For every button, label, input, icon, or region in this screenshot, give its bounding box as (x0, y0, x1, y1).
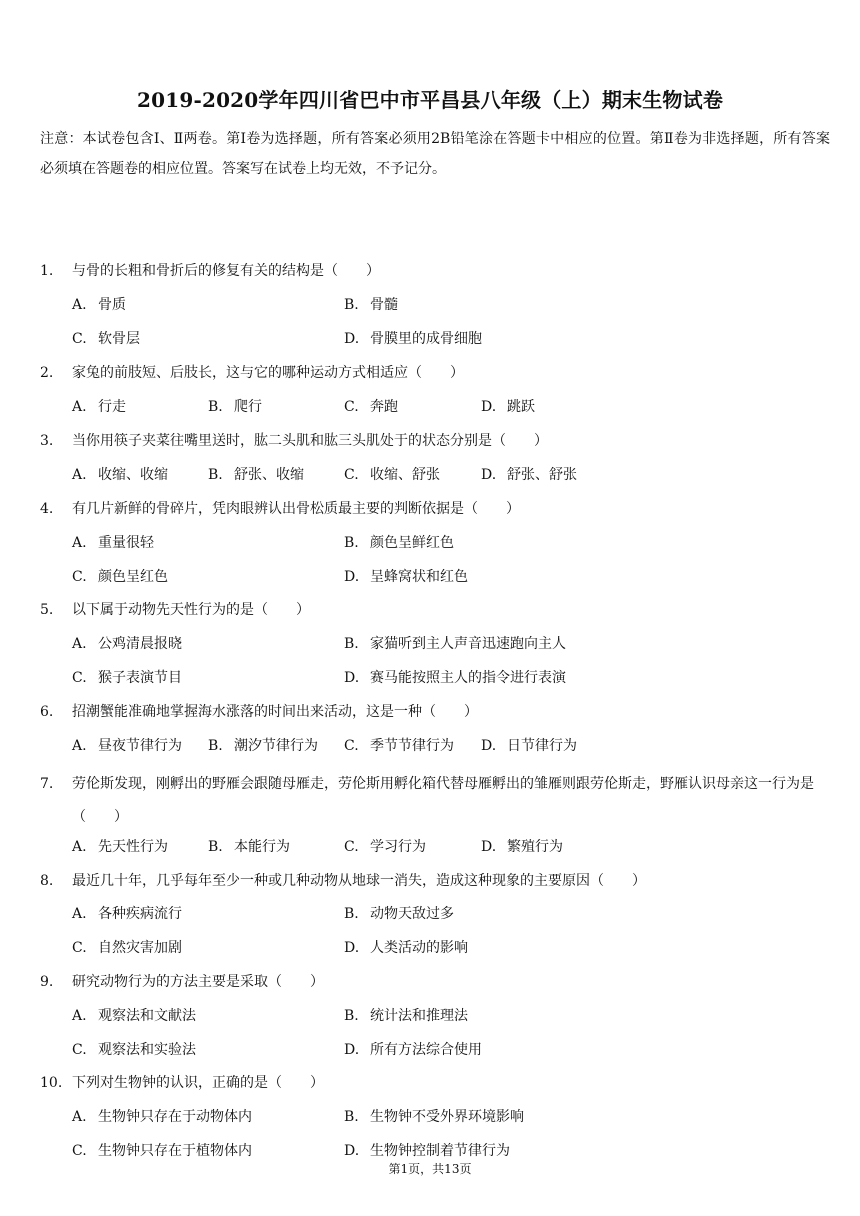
option-6a: A. 昼夜节律行为 (72, 738, 182, 754)
option-9a: A. 观察法和文献法 (72, 1008, 196, 1024)
option-4a: A. 重量很轻 (72, 535, 154, 551)
page-number: 第1页，共13页 (388, 1162, 472, 1176)
option-2d: D. 跳跃 (481, 399, 535, 415)
question-text: 劳伦斯发现，刚孵出的野雁会跟随母雁走，劳伦斯用孵化箱代替母雁孵出的雏雁则跟劳伦斯走，野雁认识母亲这一行为是（ ） (72, 776, 814, 825)
question-text: 与骨的长粗和骨折后的修复有关的结构是（ ） (72, 263, 380, 279)
option-4c: C. 颜色呈红色 (72, 569, 168, 585)
option-2b: B. 爬行 (208, 399, 262, 415)
option-7d: D. 繁殖行为 (481, 839, 563, 855)
question-text: 当你用筷子夹菜往嘴里送时，肱二头肌和肱三头肌处于的状态分别是（ ） (72, 433, 548, 449)
option-1c: C. 软骨层 (72, 331, 140, 347)
question-text: 研究动物行为的方法主要是采取（ ） (72, 974, 324, 990)
option-5c: C. 猴子表演节目 (72, 670, 182, 686)
option-5a: A. 公鸡清晨报晓 (72, 636, 182, 652)
question-text: 家兔的前肢短、后肢长，这与它的哪种运动方式相适应（ ） (72, 365, 464, 381)
option-4d: D. 呈蜂窝状和红色 (344, 569, 468, 585)
option-10c: C. 生物钟只存在于植物体内 (72, 1143, 252, 1159)
option-3c: C. 收缩、舒张 (344, 467, 440, 483)
option-3a: A. 收缩、收缩 (72, 467, 168, 483)
option-8d: D. 人类活动的影响 (344, 940, 468, 956)
question-number: 7. (40, 776, 54, 792)
option-5b: B. 家猫听到主人声音迅速跑向主人 (344, 636, 566, 652)
option-3d: D. 舒张、舒张 (481, 467, 577, 483)
question-number: 4. (40, 501, 54, 517)
exam-title: 2019-2020学年四川省巴中市平昌县八年级（上）期末生物试卷 (136, 88, 724, 112)
question-number: 10. (40, 1075, 63, 1091)
question-text: 招潮蟹能准确地掌握海水涨落的时间出来活动，这是一种（ ） (72, 704, 478, 720)
option-9c: C. 观察法和实验法 (72, 1042, 196, 1058)
option-4b: B. 颜色呈鲜红色 (344, 535, 454, 551)
question-number: 6. (40, 704, 54, 720)
option-9d: D. 所有方法综合使用 (344, 1042, 482, 1058)
option-8b: B. 动物天敌过多 (344, 906, 454, 922)
option-2c: C. 奔跑 (344, 399, 398, 415)
exam-notice: 注意：本试卷包含Ⅰ、Ⅱ两卷。第Ⅰ卷为选择题，所有答案必须用2B铅笔涂在答题卡中相应的位置。第Ⅱ卷为非选择题，所有答案必须填在答题卷的相应位置。答案写在试卷上均无效，不予记分。 (40, 131, 830, 177)
question-text: 有几片新鲜的骨碎片，凭肉眼辨认出骨松质最主要的判断依据是（ ） (72, 501, 520, 517)
option-10b: B. 生物钟不受外界环境影响 (344, 1109, 524, 1125)
option-7c: C. 学习行为 (344, 839, 426, 855)
option-9b: B. 统计法和推理法 (344, 1008, 468, 1024)
option-7a: A. 先天性行为 (72, 839, 168, 855)
question-text: 下列对生物钟的认识，正确的是（ ） (72, 1075, 324, 1091)
option-10d: D. 生物钟控制着节律行为 (344, 1143, 510, 1159)
question-number: 3. (40, 433, 54, 449)
question-number: 1. (40, 263, 54, 279)
option-6b: B. 潮汐节律行为 (208, 738, 318, 754)
option-8c: C. 自然灾害加剧 (72, 940, 182, 956)
question-number: 9. (40, 974, 54, 990)
option-8a: A. 各种疾病流行 (72, 906, 182, 922)
option-6d: D. 日节律行为 (481, 738, 577, 754)
question-number: 5. (40, 602, 54, 618)
question-number: 2. (40, 365, 54, 381)
option-5d: D. 赛马能按照主人的指令进行表演 (344, 670, 566, 686)
question-text: 以下属于动物先天性行为的是（ ） (72, 602, 310, 618)
option-1a: A. 骨质 (72, 297, 126, 313)
option-7b: B. 本能行为 (208, 839, 290, 855)
question-number: 8. (40, 873, 54, 889)
option-3b: B. 舒张、收缩 (208, 467, 304, 483)
option-2a: A. 行走 (72, 399, 126, 415)
option-1d: D. 骨膜里的成骨细胞 (344, 331, 482, 347)
option-6c: C. 季节节律行为 (344, 738, 454, 754)
option-10a: A. 生物钟只存在于动物体内 (72, 1109, 252, 1125)
option-1b: B. 骨髓 (344, 297, 398, 313)
question-text: 最近几十年，几乎每年至少一种或几种动物从地球一消失，造成这种现象的主要原因（ ） (72, 873, 646, 889)
